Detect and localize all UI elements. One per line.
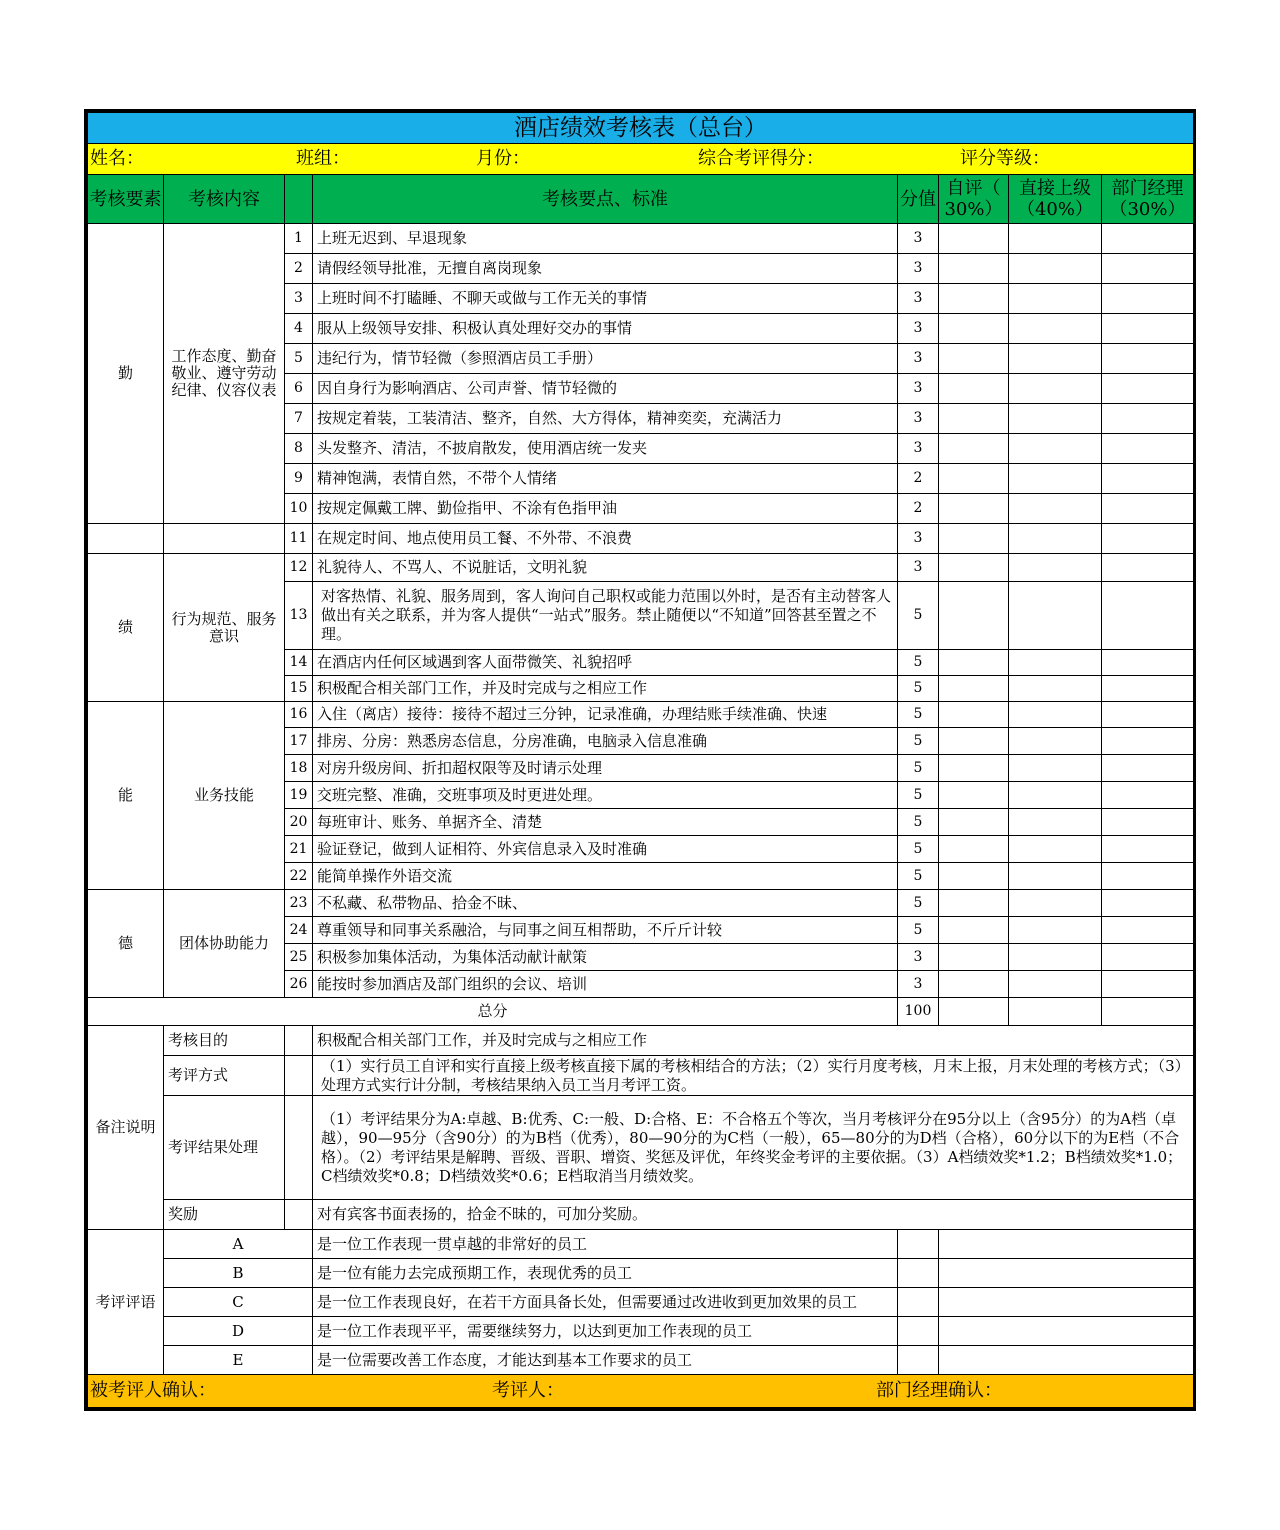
- comment-check-cell[interactable]: [898, 1230, 939, 1259]
- manager-score-cell[interactable]: [1102, 971, 1194, 998]
- comment-blank-cell[interactable]: [939, 1230, 1194, 1259]
- header-self: 自评（ 30%）: [939, 175, 1009, 224]
- item-text: 积极参加集体活动，为集体活动献计献策: [313, 944, 898, 971]
- element-cell: [88, 524, 164, 554]
- content-cell: [164, 524, 285, 554]
- comment-grade: D: [164, 1317, 313, 1346]
- item-text: 礼貌待人、不骂人、不说脏话，文明礼貌: [313, 554, 898, 582]
- comment-text: 是一位工作表现平平，需要继续努力，以达到更加工作表现的员工: [313, 1317, 898, 1346]
- item-no: 8: [285, 434, 313, 464]
- note-text: 对有宾客书面表扬的，拾金不昧的，可加分奖励。: [313, 1200, 1194, 1230]
- item-text: 请假经领导批准，无擅自离岗现象: [313, 254, 898, 284]
- self-score-cell[interactable]: [939, 755, 1009, 782]
- comment-check-cell[interactable]: [898, 1346, 939, 1375]
- boss-score-cell[interactable]: [1009, 374, 1102, 404]
- self-score-cell[interactable]: [939, 284, 1009, 314]
- manager-score-cell[interactable]: [1102, 374, 1194, 404]
- element-cell: 能: [88, 702, 164, 890]
- item-no: 22: [285, 863, 313, 890]
- total-score: 100: [898, 998, 939, 1026]
- comment-text: 是一位工作表现良好，在若干方面具备长处，但需要通过改进收到更加效果的员工: [313, 1288, 898, 1317]
- boss-score-cell[interactable]: [1009, 434, 1102, 464]
- manager-score-cell[interactable]: [1102, 582, 1194, 650]
- note-spacer: [285, 1056, 313, 1096]
- item-text: 因自身行为影响酒店、公司声誉、情节轻微的: [313, 374, 898, 404]
- item-no: 13: [285, 582, 313, 650]
- comment-row: [88, 1346, 1194, 1375]
- item-text: 在酒店内任何区域遇到客人面带微笑、礼貌招呼: [313, 650, 898, 676]
- boss-score-cell[interactable]: [1009, 314, 1102, 344]
- info-bar: [88, 144, 1194, 175]
- manager-confirm-label: 部门经理确认：: [876, 1380, 1002, 1401]
- comment-row: [88, 1259, 1194, 1288]
- item-no: 21: [285, 836, 313, 863]
- item-row: [88, 224, 1194, 254]
- content-cell: 团体协助能力: [164, 890, 285, 998]
- item-score: 3: [898, 434, 939, 464]
- footer-bar: [88, 1375, 1194, 1408]
- item-score: 5: [898, 728, 939, 755]
- footer-row: [88, 1375, 1194, 1408]
- item-text: 按规定着装，工装清洁、整齐，自然、大方得体，精神奕奕，充满活力: [313, 404, 898, 434]
- item-score: 3: [898, 554, 939, 582]
- note-row: [88, 1056, 1194, 1096]
- item-text: 对房升级房间、折扣超权限等及时请示处理: [313, 755, 898, 782]
- manager-score-cell[interactable]: [1102, 254, 1194, 284]
- item-no: 26: [285, 971, 313, 998]
- item-score: 3: [898, 284, 939, 314]
- boss-score-cell[interactable]: [1009, 494, 1102, 524]
- self-score-cell[interactable]: [939, 554, 1009, 582]
- boss-score-cell[interactable]: [1009, 554, 1102, 582]
- boss-score-cell[interactable]: [1009, 809, 1102, 836]
- comment-grade: E: [164, 1346, 313, 1375]
- item-no: 5: [285, 344, 313, 374]
- item-score: 3: [898, 254, 939, 284]
- item-no: 16: [285, 702, 313, 728]
- item-text: 违纪行为，情节轻微（参照酒店员工手册）: [313, 344, 898, 374]
- self-score-cell[interactable]: [939, 917, 1009, 944]
- comment-text: 是一位有能力去完成预期工作，表现优秀的员工: [313, 1259, 898, 1288]
- boss-score-cell[interactable]: [1009, 702, 1102, 728]
- item-no: 18: [285, 755, 313, 782]
- note-row: [88, 1026, 1194, 1056]
- item-text: 积极配合相关部门工作，并及时完成与之相应工作: [313, 676, 898, 702]
- note-text: （1）实行员工自评和实行直接上级考核直接下属的考核相结合的方法；（2）实行月度考核，月末上报，月末处理的考核方式；（3）处理方式实行计分制，考核结果纳入员工当月考评工资。: [313, 1056, 1194, 1096]
- note-spacer: [285, 1200, 313, 1230]
- self-score-cell[interactable]: [939, 434, 1009, 464]
- content-cell: 行为规范、服务意识: [164, 554, 285, 702]
- boss-score-cell[interactable]: [1009, 728, 1102, 755]
- element-cell: 勤: [88, 224, 164, 524]
- item-no: 12: [285, 554, 313, 582]
- appraisal-sheet: [84, 109, 1196, 1411]
- comments-label: 考评评语: [88, 1230, 164, 1375]
- manager-score-cell[interactable]: [1102, 836, 1194, 863]
- note-spacer: [285, 1096, 313, 1200]
- item-score: 5: [898, 836, 939, 863]
- item-score: 5: [898, 782, 939, 809]
- total-label: 总分: [88, 998, 898, 1026]
- manager-score-cell[interactable]: [1102, 728, 1194, 755]
- manager-score-cell[interactable]: [1102, 944, 1194, 971]
- total-score-label: 综合考评得分：: [698, 148, 824, 169]
- self-score-cell[interactable]: [939, 344, 1009, 374]
- manager-score-cell[interactable]: [1102, 284, 1194, 314]
- item-no: 17: [285, 728, 313, 755]
- note-text: 积极配合相关部门工作，并及时完成与之相应工作: [313, 1026, 1194, 1056]
- item-text: 入住（离店）接待：接待不超过三分钟，记录准确，办理结账手续准确、快速: [313, 702, 898, 728]
- comment-grade: B: [164, 1259, 313, 1288]
- item-no: 6: [285, 374, 313, 404]
- self-score-cell[interactable]: [939, 836, 1009, 863]
- item-no: 1: [285, 224, 313, 254]
- item-text: 上班无迟到、早退现象: [313, 224, 898, 254]
- comment-text: 是一位工作表现一贯卓越的非常好的员工: [313, 1230, 898, 1259]
- item-text: 在规定时间、地点使用员工餐、不外带、不浪费: [313, 524, 898, 554]
- boss-score-cell[interactable]: [1009, 836, 1102, 863]
- self-score-cell[interactable]: [939, 494, 1009, 524]
- item-no: 4: [285, 314, 313, 344]
- self-score-cell[interactable]: [939, 374, 1009, 404]
- manager-total-cell[interactable]: [1102, 998, 1194, 1026]
- team-label: 班组：: [296, 148, 350, 169]
- comment-check-cell[interactable]: [898, 1288, 939, 1317]
- self-score-cell[interactable]: [939, 890, 1009, 917]
- item-row: [88, 554, 1194, 582]
- comment-blank-cell[interactable]: [939, 1259, 1194, 1288]
- comment-row: [88, 1288, 1194, 1317]
- note-row: [88, 1096, 1194, 1200]
- item-no: 9: [285, 464, 313, 494]
- boss-score-cell[interactable]: [1009, 404, 1102, 434]
- boss-score-cell[interactable]: [1009, 863, 1102, 890]
- boss-score-cell[interactable]: [1009, 254, 1102, 284]
- item-text: 服从上级领导安排、积极认真处理好交办的事情: [313, 314, 898, 344]
- item-score: 3: [898, 944, 939, 971]
- manager-score-cell[interactable]: [1102, 224, 1194, 254]
- item-no: 3: [285, 284, 313, 314]
- item-text: 每班审计、账务、单据齐全、清楚: [313, 809, 898, 836]
- self-score-cell[interactable]: [939, 314, 1009, 344]
- comment-grade: A: [164, 1230, 313, 1259]
- boss-score-cell[interactable]: [1009, 650, 1102, 676]
- manager-score-cell[interactable]: [1102, 702, 1194, 728]
- boss-score-cell[interactable]: [1009, 524, 1102, 554]
- self-score-cell[interactable]: [939, 524, 1009, 554]
- boss-score-cell[interactable]: [1009, 782, 1102, 809]
- item-text: 能按时参加酒店及部门组织的会议、培训: [313, 971, 898, 998]
- self-score-cell[interactable]: [939, 464, 1009, 494]
- item-text: 对客热情、礼貌、服务周到，客人询问自己职权或能力范围以外时，是否有主动替客人做出有关之联系，并为客人提供“一站式”服务。禁止随便以“不知道”回答甚至置之不理。: [313, 582, 898, 650]
- boss-score-cell[interactable]: [1009, 676, 1102, 702]
- item-text: 排房、分房：熟悉房态信息，分房准确，电脑录入信息准确: [313, 728, 898, 755]
- item-score: 3: [898, 404, 939, 434]
- note-spacer: [285, 1026, 313, 1056]
- manager-score-cell[interactable]: [1102, 314, 1194, 344]
- self-score-cell[interactable]: [939, 809, 1009, 836]
- boss-score-cell[interactable]: [1009, 971, 1102, 998]
- item-text: 上班时间不打瞌睡、不聊天或做与工作无关的事情: [313, 284, 898, 314]
- item-text: 不私藏、私带物品、拾金不昧、: [313, 890, 898, 917]
- item-row: [88, 890, 1194, 917]
- item-no: 7: [285, 404, 313, 434]
- boss-score-cell[interactable]: [1009, 755, 1102, 782]
- appraisal-table: [87, 112, 1194, 1408]
- comment-grade: C: [164, 1288, 313, 1317]
- evaluatee-label: 被考评人确认：: [90, 1380, 216, 1401]
- item-score: 2: [898, 494, 939, 524]
- note-row: [88, 1200, 1194, 1230]
- note-label: 考评结果处理: [164, 1096, 285, 1200]
- sheet-title: 酒店绩效考核表（总台）: [88, 113, 1194, 144]
- item-score: 5: [898, 676, 939, 702]
- comment-check-cell[interactable]: [898, 1259, 939, 1288]
- comment-blank-cell[interactable]: [939, 1346, 1194, 1375]
- notes-label: 备注说明: [88, 1026, 164, 1230]
- item-row: [88, 702, 1194, 728]
- item-no: 2: [285, 254, 313, 284]
- boss-score-cell[interactable]: [1009, 890, 1102, 917]
- item-score: 3: [898, 971, 939, 998]
- name-label: 姓名：: [90, 148, 144, 169]
- item-no: 11: [285, 524, 313, 554]
- item-score: 2: [898, 464, 939, 494]
- item-score: 3: [898, 344, 939, 374]
- manager-score-cell[interactable]: [1102, 782, 1194, 809]
- header-manager: 部门经理 （30%）: [1102, 175, 1194, 224]
- comment-row: [88, 1230, 1194, 1259]
- self-score-cell[interactable]: [939, 404, 1009, 434]
- item-no: 25: [285, 944, 313, 971]
- self-total-cell[interactable]: [939, 998, 1009, 1026]
- item-score: 3: [898, 314, 939, 344]
- boss-score-cell[interactable]: [1009, 464, 1102, 494]
- comment-text: 是一位需要改善工作态度，才能达到基本工作要求的员工: [313, 1346, 898, 1375]
- manager-score-cell[interactable]: [1102, 676, 1194, 702]
- self-score-cell[interactable]: [939, 971, 1009, 998]
- comment-row: [88, 1317, 1194, 1346]
- element-cell: 绩: [88, 554, 164, 702]
- item-score: 3: [898, 374, 939, 404]
- header-content: 考核内容: [164, 175, 285, 224]
- item-row: [88, 524, 1194, 554]
- manager-score-cell[interactable]: [1102, 755, 1194, 782]
- comment-blank-cell[interactable]: [939, 1288, 1194, 1317]
- comment-check-cell[interactable]: [898, 1317, 939, 1346]
- self-score-cell[interactable]: [939, 650, 1009, 676]
- evaluator-label: 考评人：: [492, 1380, 564, 1401]
- header-score: 分值: [898, 175, 939, 224]
- self-score-cell[interactable]: [939, 676, 1009, 702]
- header-no: [285, 175, 313, 224]
- boss-total-cell[interactable]: [1009, 998, 1102, 1026]
- self-score-cell[interactable]: [939, 944, 1009, 971]
- manager-score-cell[interactable]: [1102, 554, 1194, 582]
- manager-score-cell[interactable]: [1102, 650, 1194, 676]
- item-no: 20: [285, 809, 313, 836]
- note-text: （1）考评结果分为A:卓越、B:优秀、C:一般、D:合格、E：不合格五个等次，当月考核评分在95分以上（含95分）的为A档（卓越），90—95分（含90分）的为B档（优秀），80—90分的为C档（一般），65—80分的为D档（合格），60分以下的为E档（不合格）。（2）考评结果是解聘、晋级、晋职、增资、奖惩及评优，年终奖金考评的主要依据。（3）A档绩效奖*1.2；B档绩效奖*1.0；C档绩效奖*0.8；D档绩效奖*0.6；E档取消当月绩效奖。: [313, 1096, 1194, 1200]
- item-score: 3: [898, 224, 939, 254]
- boss-score-cell[interactable]: [1009, 224, 1102, 254]
- self-score-cell[interactable]: [939, 702, 1009, 728]
- comment-blank-cell[interactable]: [939, 1317, 1194, 1346]
- item-text: 按规定佩戴工牌、勤俭指甲、不涂有色指甲油: [313, 494, 898, 524]
- item-no: 24: [285, 917, 313, 944]
- self-score-cell[interactable]: [939, 254, 1009, 284]
- item-score: 3: [898, 524, 939, 554]
- boss-score-cell[interactable]: [1009, 344, 1102, 374]
- manager-score-cell[interactable]: [1102, 464, 1194, 494]
- item-text: 验证登记，做到人证相符、外宾信息录入及时准确: [313, 836, 898, 863]
- boss-score-cell[interactable]: [1009, 917, 1102, 944]
- content-cell: 业务技能: [164, 702, 285, 890]
- manager-score-cell[interactable]: [1102, 917, 1194, 944]
- month-label: 月份：: [476, 148, 530, 169]
- boss-score-cell[interactable]: [1009, 284, 1102, 314]
- boss-score-cell[interactable]: [1009, 944, 1102, 971]
- manager-score-cell[interactable]: [1102, 344, 1194, 374]
- note-label: 奖励: [164, 1200, 285, 1230]
- item-no: 19: [285, 782, 313, 809]
- self-score-cell[interactable]: [939, 728, 1009, 755]
- item-score: 5: [898, 863, 939, 890]
- item-score: 5: [898, 702, 939, 728]
- item-no: 15: [285, 676, 313, 702]
- manager-score-cell[interactable]: [1102, 404, 1194, 434]
- item-text: 尊重领导和同事关系融洽，与同事之间互相帮助，不斤斤计较: [313, 917, 898, 944]
- self-score-cell[interactable]: [939, 224, 1009, 254]
- element-cell: 德: [88, 890, 164, 998]
- item-score: 5: [898, 650, 939, 676]
- header-boss: 直接上级 （40%）: [1009, 175, 1102, 224]
- total-row: [88, 998, 1194, 1026]
- header-row: [88, 175, 1194, 224]
- item-text: 精神饱满，表情自然，不带个人情绪: [313, 464, 898, 494]
- manager-score-cell[interactable]: [1102, 524, 1194, 554]
- boss-score-cell[interactable]: [1009, 582, 1102, 650]
- grade-label: 评分等级：: [960, 148, 1050, 169]
- manager-score-cell[interactable]: [1102, 494, 1194, 524]
- header-standard: 考核要点、标准: [313, 175, 898, 224]
- manager-score-cell[interactable]: [1102, 809, 1194, 836]
- item-no: 23: [285, 890, 313, 917]
- item-no: 14: [285, 650, 313, 676]
- note-label: 考核目的: [164, 1026, 285, 1056]
- manager-score-cell[interactable]: [1102, 890, 1194, 917]
- self-score-cell[interactable]: [939, 863, 1009, 890]
- header-element: 考核要素: [88, 175, 164, 224]
- note-label: 考评方式: [164, 1056, 285, 1096]
- manager-score-cell[interactable]: [1102, 863, 1194, 890]
- item-no: 10: [285, 494, 313, 524]
- item-score: 5: [898, 917, 939, 944]
- item-text: 头发整齐、清洁，不披肩散发，使用酒店统一发夹: [313, 434, 898, 464]
- self-score-cell[interactable]: [939, 582, 1009, 650]
- item-score: 5: [898, 582, 939, 650]
- item-text: 交班完整、准确，交班事项及时更进处理。: [313, 782, 898, 809]
- item-score: 5: [898, 809, 939, 836]
- content-cell: 工作态度、勤奋敬业、遵守劳动纪律、仪容仪表: [164, 224, 285, 524]
- item-score: 5: [898, 755, 939, 782]
- item-score: 5: [898, 890, 939, 917]
- item-text: 能简单操作外语交流: [313, 863, 898, 890]
- self-score-cell[interactable]: [939, 782, 1009, 809]
- manager-score-cell[interactable]: [1102, 434, 1194, 464]
